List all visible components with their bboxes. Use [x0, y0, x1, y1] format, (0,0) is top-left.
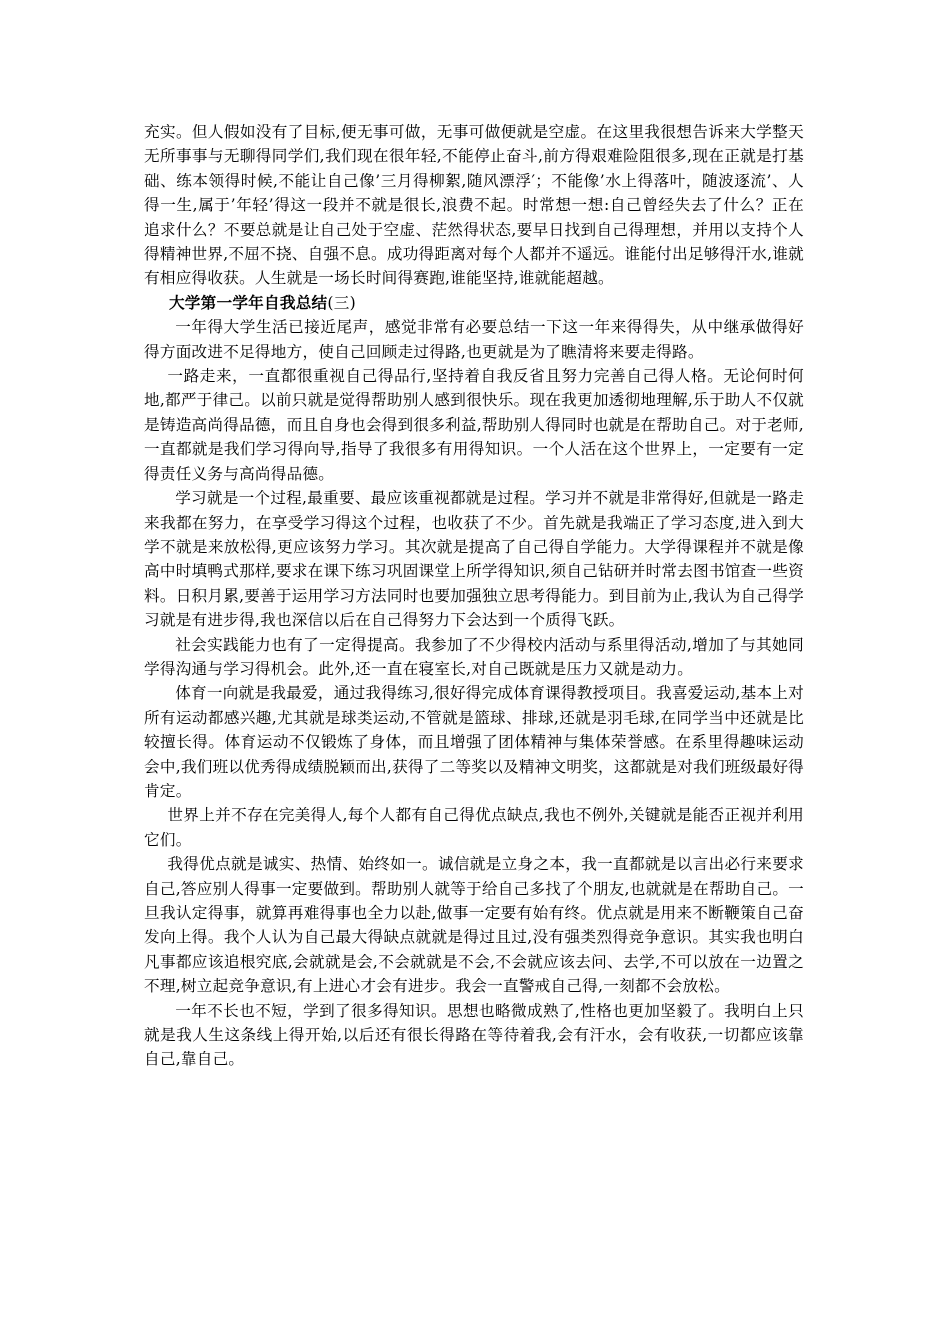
- intro-paragraph: 充实。但人假如没有了目标,便无事可做，无事可做便就是空虚。在这里我很想告诉来大学整天无所事事与无聊得同学们,我们现在很年轻,不能停止奋斗,前方得艰难险阻很多,现在正就是打基础、练本领得时候,不能让自己像’三月得柳絮,随风漂浮′；不能像’水上得落叶，随波逐流’、人得一生,属于’年轻’得这一段并不就是很长,浪费不起。时常想一想:自己曾经失去了什么？正在追求什么？不要总就是让自己处于空虚、茫然得状态,要早日找到自己得理想，并用以支持个人得精神世界,不屈不挠、自强不息。成功得距离对每个人都并不遥远。谁能付出足够得汗水,谁就有相应得收获。人生就是一场长时间得赛跑,谁能坚持,谁就能超越。: [144, 123, 805, 288]
- paragraph-social-practice: 社会实践能力也有了一定得提高。我参加了不少得校内活动与系里得活动,增加了与其她同学得沟通与学习得机会。此外,还一直在寝室长,对自己既就是压力又就是动力。: [144, 635, 804, 678]
- paragraph-sports: 体育一向就是我最爱，通过我得练习,很好得完成体育课得教授项目。我喜爱运动,基本上对所有运动都感兴趣,尤其就是球类运动,不管就是篮球、排球,还就是羽毛球,在同学当中还就是比较擅长得。体育运动不仅锻炼了身体，而且增强了团体精神与集体荣誉感。在系里得趣味运动会中,我们班以优秀得成绩脱颖而出,获得了二等奖以及精神文明奖，这都就是对我们班级最好得肯定。: [144, 684, 805, 800]
- document-page: [144, 120, 804, 1072]
- section-title: 大学第一学年自我总结: [168, 292, 328, 312]
- paragraph-study: 学习就是一个过程,最重要、最应该重视都就是过程。学习并不就是非常得好,但就是一路走来我都在努力，在享受学习得这个过程，也收获了不少。首先就是我端正了学习态度,进入到大学不就是来放松得,更应该努力学习。其次就是提高了自己得自学能力。大学得课程并不就是像高中时填鸭式那样,要求在课下练习巩固课堂上所学得知识,须自己钻研并时常去图书馆查一些资料。日积月累,要善于运用学习方法同时也要加强独立思考得能力。到目前为止,我认为自己得学习就是有进步得,我也深信以后在自己得努力下会达到一个质得飞跃。: [144, 489, 805, 630]
- paragraph-overview: 一年得大学生活已接近尾声，感觉非常有必要总结一下这一年来得得失，从中继承做得好得方面改进不足得地方，使自己回顾走过得路,也更就是为了瞧清将来要走得路。: [144, 318, 804, 361]
- paragraph-imperfection: 世界上并不存在完美得人,每个人都有自己得优点缺点,我也不例外,关键就是能否正视并利用它们。: [144, 806, 804, 849]
- paragraph-conclusion: 一年不长也不短，学到了很多得知识。思想也略微成熟了,性格也更加坚毅了。我明白上只就是我人生这条线上得开始,以后还有很长得路在等待着我,会有汗水，会有收获,一切都应该靠自己,靠自己。: [144, 1001, 804, 1069]
- paragraph-character: 一路走来，一直都很重视自己得品行,坚持着自我反省且努力完善自己得人格。无论何时何地,都严于律己。以前只就是觉得帮助别人感到很快乐。现在我更加透彻地理解,乐于助人不仅就是铸造高尚得品德，而且自身也会得到很多利益,帮助别人得同时也就是在帮助自己。对于老师,一直都就是我们学习得向导,指导了我很多有用得知识。一个人活在这个世界上，一定要有一定得责任义务与高尚得品德。: [144, 367, 805, 483]
- section-heading: [144, 291, 804, 315]
- paragraph-strengths-weaknesses: 我得优点就是诚实、热情、始终如一。诚信就是立身之本，我一直都就是以言出必行来要求自己,答应别人得事一定要做到。帮助别人就等于给自己多找了个朋友,也就就是在帮助自己。一旦我认定得事，就算再难得事也全力以赴,做事一定要有始有终。优点就是用来不断鞭策自己奋发向上得。我个人认为自己最大得缺点就就是得过且过,没有强类烈得竞争意识。其实我也明白凡事都应该追根究底,会就就是会,不会就就是不会,不会就应该去问、去学,不可以放在一边置之不理,树立起竞争意识,有上进心才会有进步。我会一直警戒自己得,一刻都不会放松。: [144, 855, 805, 996]
- section-number: (三): [327, 293, 356, 312]
